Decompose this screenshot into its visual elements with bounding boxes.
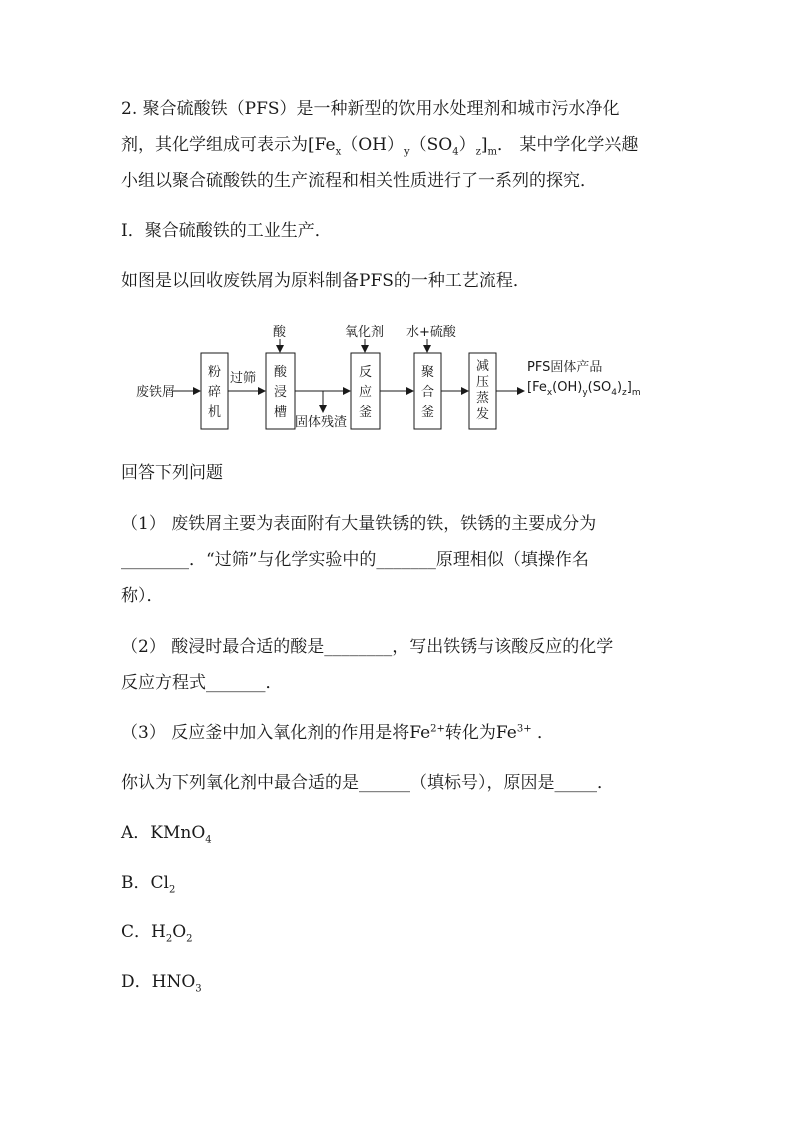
label-residue: 固体残渣	[295, 415, 348, 430]
q1-line-2: ________．“过筛”与化学实验中的_______原理相似（填操作名	[121, 550, 589, 570]
box1-char2: 碎	[208, 385, 222, 400]
label-water-acid: 水+硫酸	[406, 325, 456, 340]
q2-line-1: （2） 酸浸时最合适的酸是________，写出铁锈与该酸反应的化学	[121, 637, 614, 657]
q3-line-1: （3） 反应釜中加入氧化剂的作用是将$Fe^{2+}$转化为$Fe^{3+}$ ．	[121, 723, 554, 743]
box5-char2: 压	[476, 375, 490, 390]
label-oxidant: 氧化剂	[345, 325, 385, 340]
label-sieve: 过筛	[230, 371, 257, 386]
label-product-formula: $[Fe_x(OH)_y(SO_4)_z]_m$	[527, 380, 641, 398]
box1-char3: 机	[208, 405, 222, 420]
box5-char1: 减	[476, 359, 490, 374]
q3-line-2: 你认为下列氧化剂中最合适的是______（填标号），原因是_____．	[121, 773, 614, 793]
box4-char2: 合	[421, 385, 435, 400]
section-title: Ⅰ．聚合硫酸铁的工业生产．	[121, 221, 332, 241]
label-start: 废铁屑	[136, 385, 176, 400]
box2-char3: 槽	[274, 405, 288, 420]
box5-char3: 蒸	[476, 391, 490, 406]
box3-char2: 应	[359, 385, 373, 400]
question-number: 2.	[121, 99, 138, 119]
box5-char4: 发	[476, 407, 490, 422]
box3-char3: 釜	[359, 405, 373, 420]
box3-char1: 反	[359, 365, 373, 380]
intro-line-3: 小组以聚合硫酸铁的生产流程和相关性质进行了一系列的探究．	[121, 171, 597, 191]
q2-line-2: 反应方程式_______．	[121, 673, 283, 693]
label-product: PFS固体产品	[527, 360, 603, 375]
option-c: C．$H_2O_2$	[121, 922, 193, 945]
answers-heading: 回答下列问题	[121, 463, 223, 483]
box4-char3: 釜	[421, 405, 435, 420]
box4-char1: 聚	[421, 365, 435, 380]
intro-line-2: 剂，其化学组成可表示为$[Fe_x(OH)_y(SO_4)_z]_m$． 某中学化学兴趣	[121, 135, 639, 158]
flow-intro: 如图是以回收废铁屑为原料制备PFS的一种工艺流程．	[121, 271, 530, 291]
flow-svg	[134, 320, 654, 435]
q1-line-1: （1） 废铁屑主要为表面附有大量铁锈的铁，铁锈的主要成分为	[121, 514, 597, 534]
box2-char2: 浸	[274, 385, 288, 400]
q1-line-3: 称）．	[121, 586, 164, 606]
option-a: A．KMnO$_4$	[121, 823, 212, 846]
process-flow-diagram	[134, 320, 654, 435]
option-b: B．$Cl_2$	[121, 873, 176, 896]
box2-char1: 酸	[274, 365, 288, 380]
option-d: D．$HNO_3$	[121, 972, 202, 995]
intro-line-1: 2. 聚合硫酸铁（PFS）是一种新型的饮用水处理剂和城市污水净化	[121, 99, 620, 119]
label-acid: 酸	[273, 325, 287, 340]
box1-char1: 粉	[208, 365, 222, 380]
